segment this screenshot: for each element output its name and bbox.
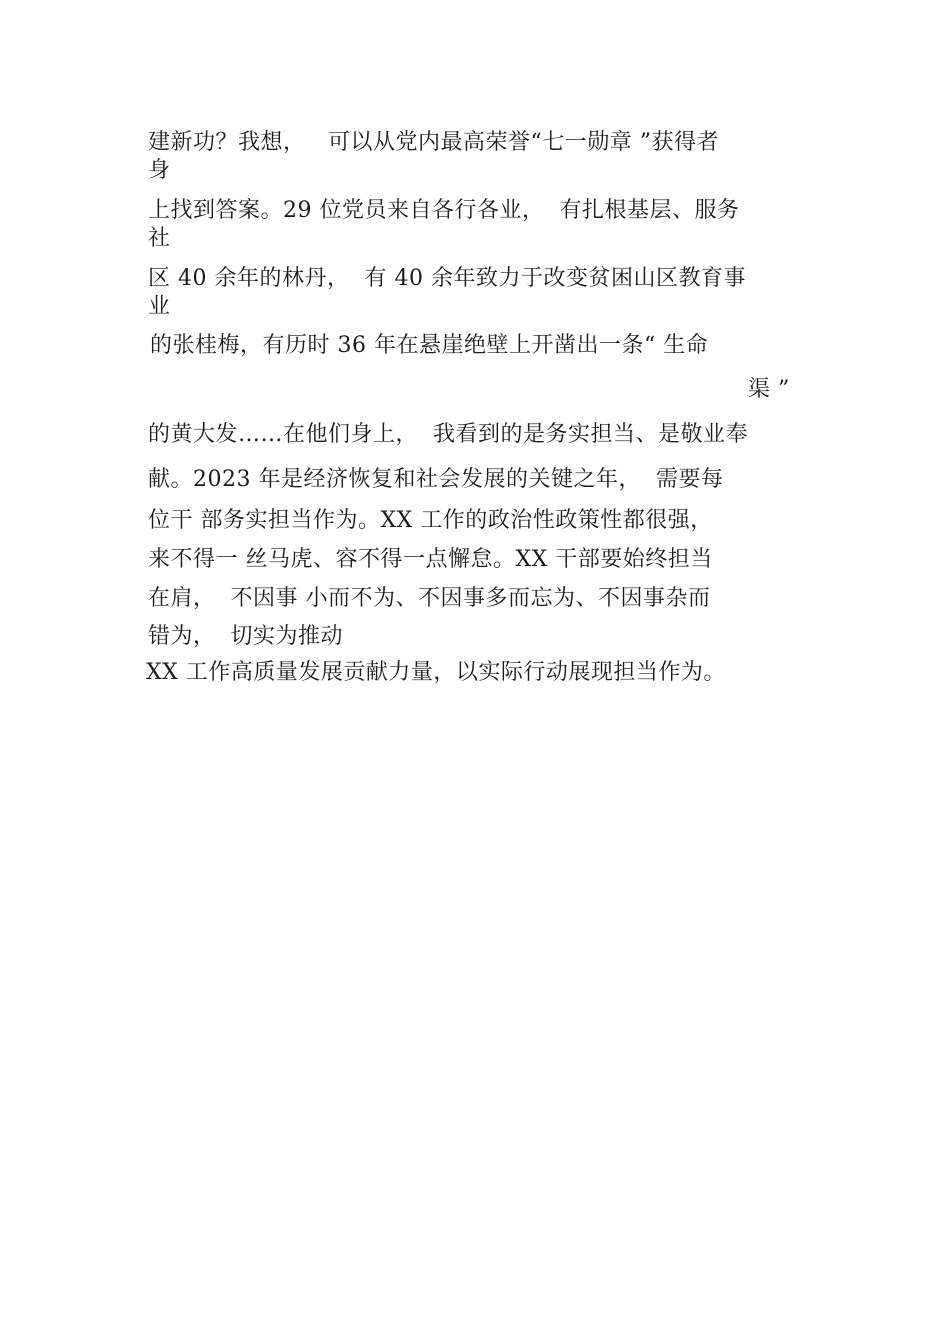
text-line-12: 来不得一 丝马虎、容不得一点懈怠。XX 干部要始终担当 [148, 547, 713, 572]
text-line-9: 的黄大发……在他们身上， 我看到的是务实担当、是敬业奉 [148, 422, 748, 447]
text-line-10: 献。2023 年是经济恢复和社会发展的关键之年， 需要每 [148, 467, 724, 492]
text-line-11: 位干 部务实担当作为。XX 工作的政治性政策性都很强， [148, 508, 713, 533]
text-line-5: 区 40 余年的林丹， 有 40 余年致力于改变贫困山区教育事 [148, 266, 746, 291]
text-line-8: 渠 ” [748, 377, 790, 402]
text-line-1: 建新功？我想， 可以从党内最高荣誉“七一勋章 ”获得者 [148, 130, 719, 155]
text-line-4: 社 [148, 226, 171, 251]
text-line-13: 在肩， 不因事 小而不为、不因事多而忘为、不因事杂而 [148, 586, 711, 611]
text-line-7: 的张桂梅，有历时 36 年在悬崖绝壁上开凿出一条“ 生命 [150, 333, 709, 358]
text-line-3: 上找到答案。29 位党员来自各行各业， 有扎根基层、服务 [148, 198, 740, 223]
text-line-14: 错为， 切实为推动 [148, 624, 343, 649]
text-line-6: 业 [148, 294, 171, 319]
text-line-2: 身 [148, 158, 171, 183]
text-line-15: XX 工作高质量发展贡献力量，以实际行动展现担当作为。 [146, 660, 726, 685]
